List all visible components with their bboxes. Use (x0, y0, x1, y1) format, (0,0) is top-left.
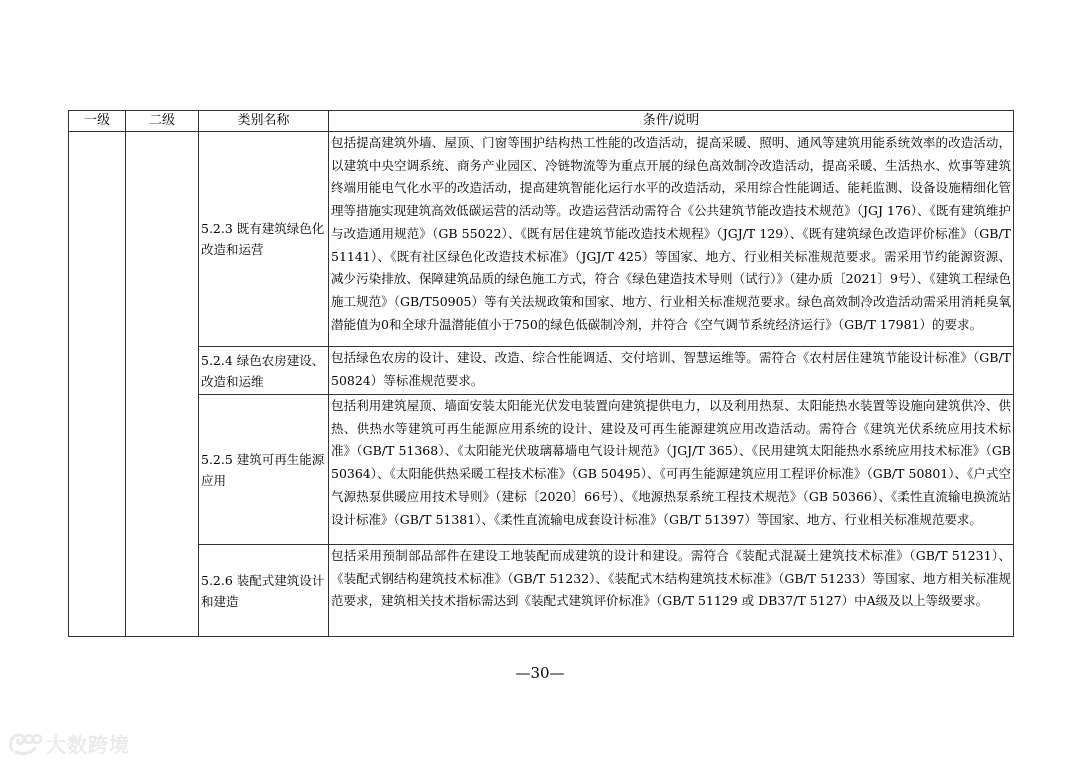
header-conditions: 条件/说明 (329, 111, 1014, 132)
table-row (69, 347, 1014, 395)
description-cell: 包括绿色农房的设计、建设、改造、综合性能调适、交付培训、智慧运维等。需符合《农村居住建筑节能设计标准》（GB/T 50824）等标准规范要求。 (329, 347, 1014, 395)
category-cell: 5.2.6 装配式建筑设计和建造 (199, 545, 329, 637)
watermark (8, 726, 130, 760)
description-cell: 包括采用预制部品部件在建设工地装配而成建筑的设计和建设。需符合《装配式混凝土建筑技术标准》（GB/T 51231）、《装配式钢结构建筑技术标准》（GB/T 51232）、《装配式木结构建筑技术标准》（GB/T 51233）等国家、地方相关标准规范要求，建筑相关技术指标需达到《装配式建筑评价标准》（GB/T 51129 或 DB37/T 5127）中A级及以上等级要求。 (329, 545, 1014, 637)
level1-cell (69, 132, 126, 637)
table-row (69, 395, 1014, 545)
page-number: —30— (515, 664, 565, 682)
category-cell: 5.2.5 建筑可再生能源应用 (199, 395, 329, 545)
description-cell: 包括利用建筑屋顶、墙面安装太阳能光伏发电装置向建筑提供电力，以及利用热泵、太阳能热水装置等设施向建筑供冷、供热、供热水等建筑可再生能源应用系统的设计、建设及可再生能源建筑应用改造活动。需符合《建筑光伏系统应用技术标准》（GB/T 51368）、《太阳能光伏玻璃幕墙电气设计规范》（JGJ/T 365）、《民用建筑太阳能热水系统应用技术标准》（GB 50364）、《太阳能供热采暖工程技术标准》（GB 50495）、《可再生能源建筑应用工程评价标准》（GB/T 50801）、《户式空气源热泵供暖应用技术导则》（建标〔2020〕66号）、《地源热泵系统工程技术规范》（GB 50366）、《柔性直流输电换流站设计标准》（GB/T 51381）、《柔性直流输电成套设计标准》（GB/T 51397）等国家、地方、行业相关标准规范要求。 (329, 395, 1014, 545)
header-category: 类别名称 (199, 111, 329, 132)
category-cell: 5.2.4 绿色农房建设、改造和运维 (199, 347, 329, 395)
table-header-row (69, 111, 1014, 132)
level2-cell (126, 132, 199, 637)
table-row (69, 545, 1014, 637)
watermark-text: 大数跨境 (46, 732, 130, 757)
logo-icon (8, 730, 42, 756)
standards-table (68, 110, 1014, 637)
header-level2: 二级 (126, 111, 199, 132)
category-cell: 5.2.3 既有建筑绿色化改造和运营 (199, 132, 329, 347)
table-row (69, 132, 1014, 347)
header-level1: 一级 (69, 111, 126, 132)
description-cell: 包括提高建筑外墙、屋顶、门窗等围护结构热工性能的改造活动，提高采暖、照明、通风等建筑用能系统效率的改造活动，以建筑中央空调系统、商务产业园区、冷链物流等为重点开展的绿色高效制冷改造活动，提高采暖、生活热水、炊事等建筑终端用能电气化水平的改造活动，提高建筑智能化运行水平的改造活动，采用综合性能调适、能耗监测、设备设施精细化管理等措施实现建筑高效低碳运营的活动等。改造运营活动需符合《公共建筑节能改造技术规范》（JGJ 176）、《既有建筑维护与改造通用规范》（GB 55022）、《既有居住建筑节能改造技术规程》（JGJ/T 129）、《既有建筑绿色改造评价标准》（GB/T 51141）、《既有社区绿色化改造技术标准》（JGJ/T 425）等国家、地方、行业相关标准规范要求。需采用节约能源资源、减少污染排放、保障建筑品质的绿色施工方式，符合《绿色建造技术导则（试行）》（建办质〔2021〕9号）、《建筑工程绿色施工规范》（GB/T50905）等有关法规政策和国家、地方、行业相关标准规范要求。绿色高效制冷改造活动需采用消耗臭氧潜能值为0和全球升温潜能值小于750的绿色低碳制冷剂，并符合《空气调节系统经济运行》（GB/T 17981）的要求。 (329, 132, 1014, 347)
